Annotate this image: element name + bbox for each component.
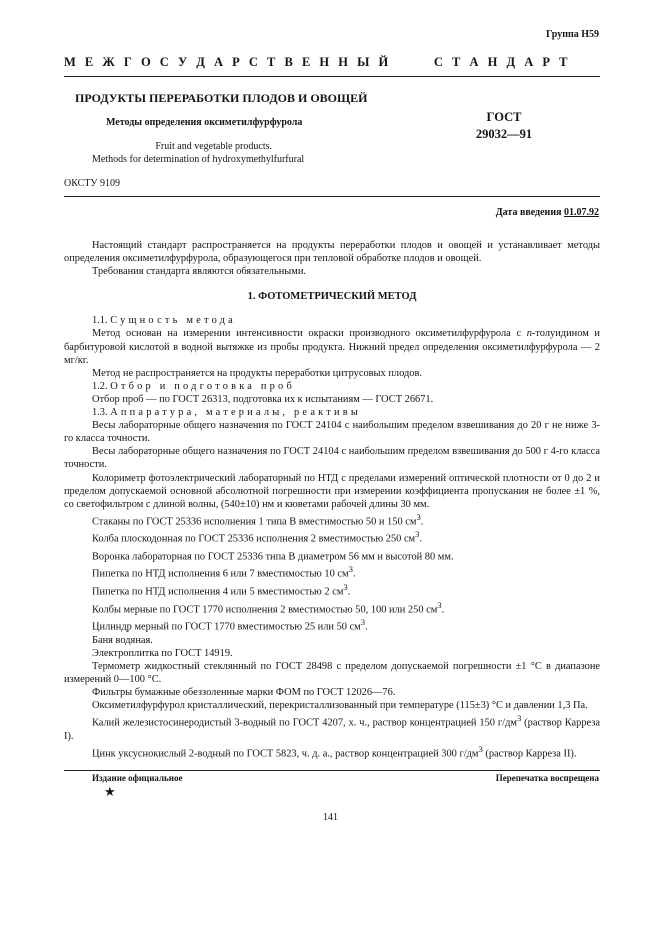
official-edition-label: Издание официальное <box>92 773 183 783</box>
equipment-item: Весы лабораторные общего назначения по ГОСТ 24104 с наибольшим пределом взвешивания до 500 г 4-го класса точности. <box>64 446 600 471</box>
text-run: Калий железистосинеродистый 3-водный по ГОСТ 4207, х. ч., раствор концентрацией 150 г/дм <box>92 717 517 729</box>
equipment-item <box>64 511 600 529</box>
sampling-paragraph: Отбор проб — по ГОСТ 26313, подготовка их к испытаниям — ГОСТ 26671. <box>92 393 434 405</box>
text-run: . <box>352 568 356 580</box>
superscript: 3 <box>437 599 442 610</box>
subsection-number: 1.1. <box>92 315 108 327</box>
english-title-line2: Methods for determination of hydroxymethylfurfural <box>92 154 305 165</box>
text-run: (раствор Карреза I). <box>64 717 600 742</box>
group-code: Группа Н59 <box>546 29 599 40</box>
equipment-item <box>64 563 600 581</box>
introduction-date <box>496 207 599 218</box>
subsection-number: 1.2. <box>92 380 108 392</box>
text-run: Пипетка по НТД исполнения 6 или 7 вместимостью 10 см <box>92 568 349 580</box>
document-body <box>64 239 600 761</box>
equipment-item: Весы лабораторные общего назначения по ГОСТ 24104 с наибольшим пределом взвешивания до 20 г не ниже 3-го класса точности. <box>64 420 600 445</box>
text-run: Воронка лабораторная по ГОСТ 25336 типа В диаметром 56 мм и высотой 80 мм. <box>92 551 454 563</box>
text-run: Пипетка по НТД исполнения 4 или 5 вместимостью 2 см <box>92 586 344 598</box>
subsection-title: Сущность метода <box>110 315 236 327</box>
text-run: (раствор Карреза II). <box>482 748 577 760</box>
introduction-date-value: 01.07.92 <box>564 207 599 218</box>
superscript: 3 <box>348 564 353 575</box>
reagent-item: Фильтры бумажные обеззоленные марки ФОМ по ГОСТ 12026—76. <box>92 687 396 699</box>
text-run: Колбы мерные по ГОСТ 1770 исполнения 2 вместимостью 50, 100 или 250 см <box>92 604 438 616</box>
method-principle-paragraph <box>64 327 600 366</box>
document-subtitle: Методы определения оксиметилфурфурола <box>106 117 303 128</box>
text-run: . <box>441 604 445 616</box>
superscript: 3 <box>478 743 483 754</box>
reagent-item <box>64 743 600 761</box>
page-number: 141 <box>323 812 338 823</box>
section-heading: 1. ФОТОМЕТРИЧЕСКИЙ МЕТОД <box>247 291 417 303</box>
standard-type-heading: М Е Ж Г О С У Д А Р С Т В Е Н Н Ы Й С Т А Н Д А Р Т <box>64 55 568 69</box>
equipment-item: Термометр жидкостный стеклянный по ГОСТ 28498 с пределом допускаемой погрешности ±1 °С в диапазоне измерений 0—100 °С. <box>64 660 600 685</box>
superscript: 3 <box>343 582 348 593</box>
equipment-item <box>64 528 600 546</box>
text-run: . <box>347 586 351 598</box>
equipment-item: Баня водяная. <box>92 634 153 646</box>
english-title <box>92 140 305 166</box>
superscript: 3 <box>360 617 366 628</box>
requirements-paragraph: Требования стандарта являются обязательными. <box>92 266 307 278</box>
text-run: . <box>419 533 423 545</box>
text-run: Метод основан на измерении интенсивности окраски производного оксиметилфурфурола с <box>92 328 527 340</box>
reagent-item <box>64 712 600 743</box>
method-limitation-paragraph: Метод не распространяется на продукты переработки цитрусовых плодов. <box>92 367 422 379</box>
equipment-item: Колориметр фотоэлектрический лабораторный по НТД с пределами измерений оптической плотности от 0 до 2 и пределом допускаемой основной абсолютной погрешности при измерении коэффициента пропускания не более ±1 %, со светофильтром с длиной волны, (540±10) нм и кюветами рабочей длины 30 мм. <box>64 472 600 510</box>
gost-number: 29032—91 <box>475 127 533 141</box>
superscript: 3 <box>416 511 421 522</box>
scope-paragraph: Настоящий стандарт распространяется на продукты переработки плодов и овощей и устанавливает методы определения оксиметилфурфурола, образующегося при тепловой обработке плодов и овощей. <box>64 240 600 265</box>
superscript: 3 <box>415 529 420 540</box>
subsection-heading-1-1 <box>64 314 600 327</box>
gost-label: ГОСТ <box>486 110 522 124</box>
top-divider <box>64 76 600 77</box>
subsection-number: 1.3. <box>92 407 108 419</box>
subsection-heading-1-3 <box>64 406 600 419</box>
okstu-code: ОКСТУ 9109 <box>64 178 121 189</box>
superscript: 3 <box>516 713 522 724</box>
subsection-heading-1-2 <box>64 380 600 393</box>
english-title-line1: Fruit and vegetable products. <box>155 141 272 152</box>
text-run: . <box>365 621 368 633</box>
text-run: Колба плоскодонная по ГОСТ 25336 исполнения 2 вместимостью 250 см <box>92 533 416 545</box>
footer-divider <box>64 770 600 771</box>
text-run: Стаканы по ГОСТ 25336 исполнения 1 типа В вместимостью 50 и 150 см <box>92 516 417 528</box>
text-run: -толуидином и барбитуровой кислотой в водной вытяжке из пробы продукта. Нижний предел определения оксиметилфурфурола — 2 мг/кг. <box>64 328 600 366</box>
text-run: Цилиндр мерный по ГОСТ 1770 вместимостью 25 или 50 см <box>92 621 361 633</box>
text-run: Цинк уксуснокислый 2-водный по ГОСТ 5823, ч. д. а., раствор концентрацией 300 г/дм <box>92 748 479 760</box>
equipment-item <box>64 546 600 564</box>
text-run: . <box>420 516 424 528</box>
document-title: ПРОДУКТЫ ПЕРЕРАБОТКИ ПЛОДОВ И ОВОЩЕЙ <box>75 91 368 105</box>
star-icon: ★ <box>104 784 116 799</box>
okstu-divider <box>64 196 600 197</box>
equipment-item <box>64 581 600 599</box>
text-run-italic: n <box>526 328 532 340</box>
subsection-title: Аппаратура, материалы, реактивы <box>110 407 362 419</box>
equipment-item <box>64 616 600 634</box>
gost-designation <box>464 109 544 143</box>
reprint-notice: Перепечатка воспрещена <box>495 773 599 783</box>
introduction-date-label: Дата введения <box>495 207 562 218</box>
subsection-title: Отбор и подготовка проб <box>110 380 295 392</box>
equipment-item: Электроплитка по ГОСТ 14919. <box>92 647 233 659</box>
equipment-item <box>64 599 600 617</box>
reagent-item: Оксиметилфурфурол кристаллический, перекристаллизованный при температуре (115±3) °С и давлении 1,3 Па. <box>92 700 588 712</box>
